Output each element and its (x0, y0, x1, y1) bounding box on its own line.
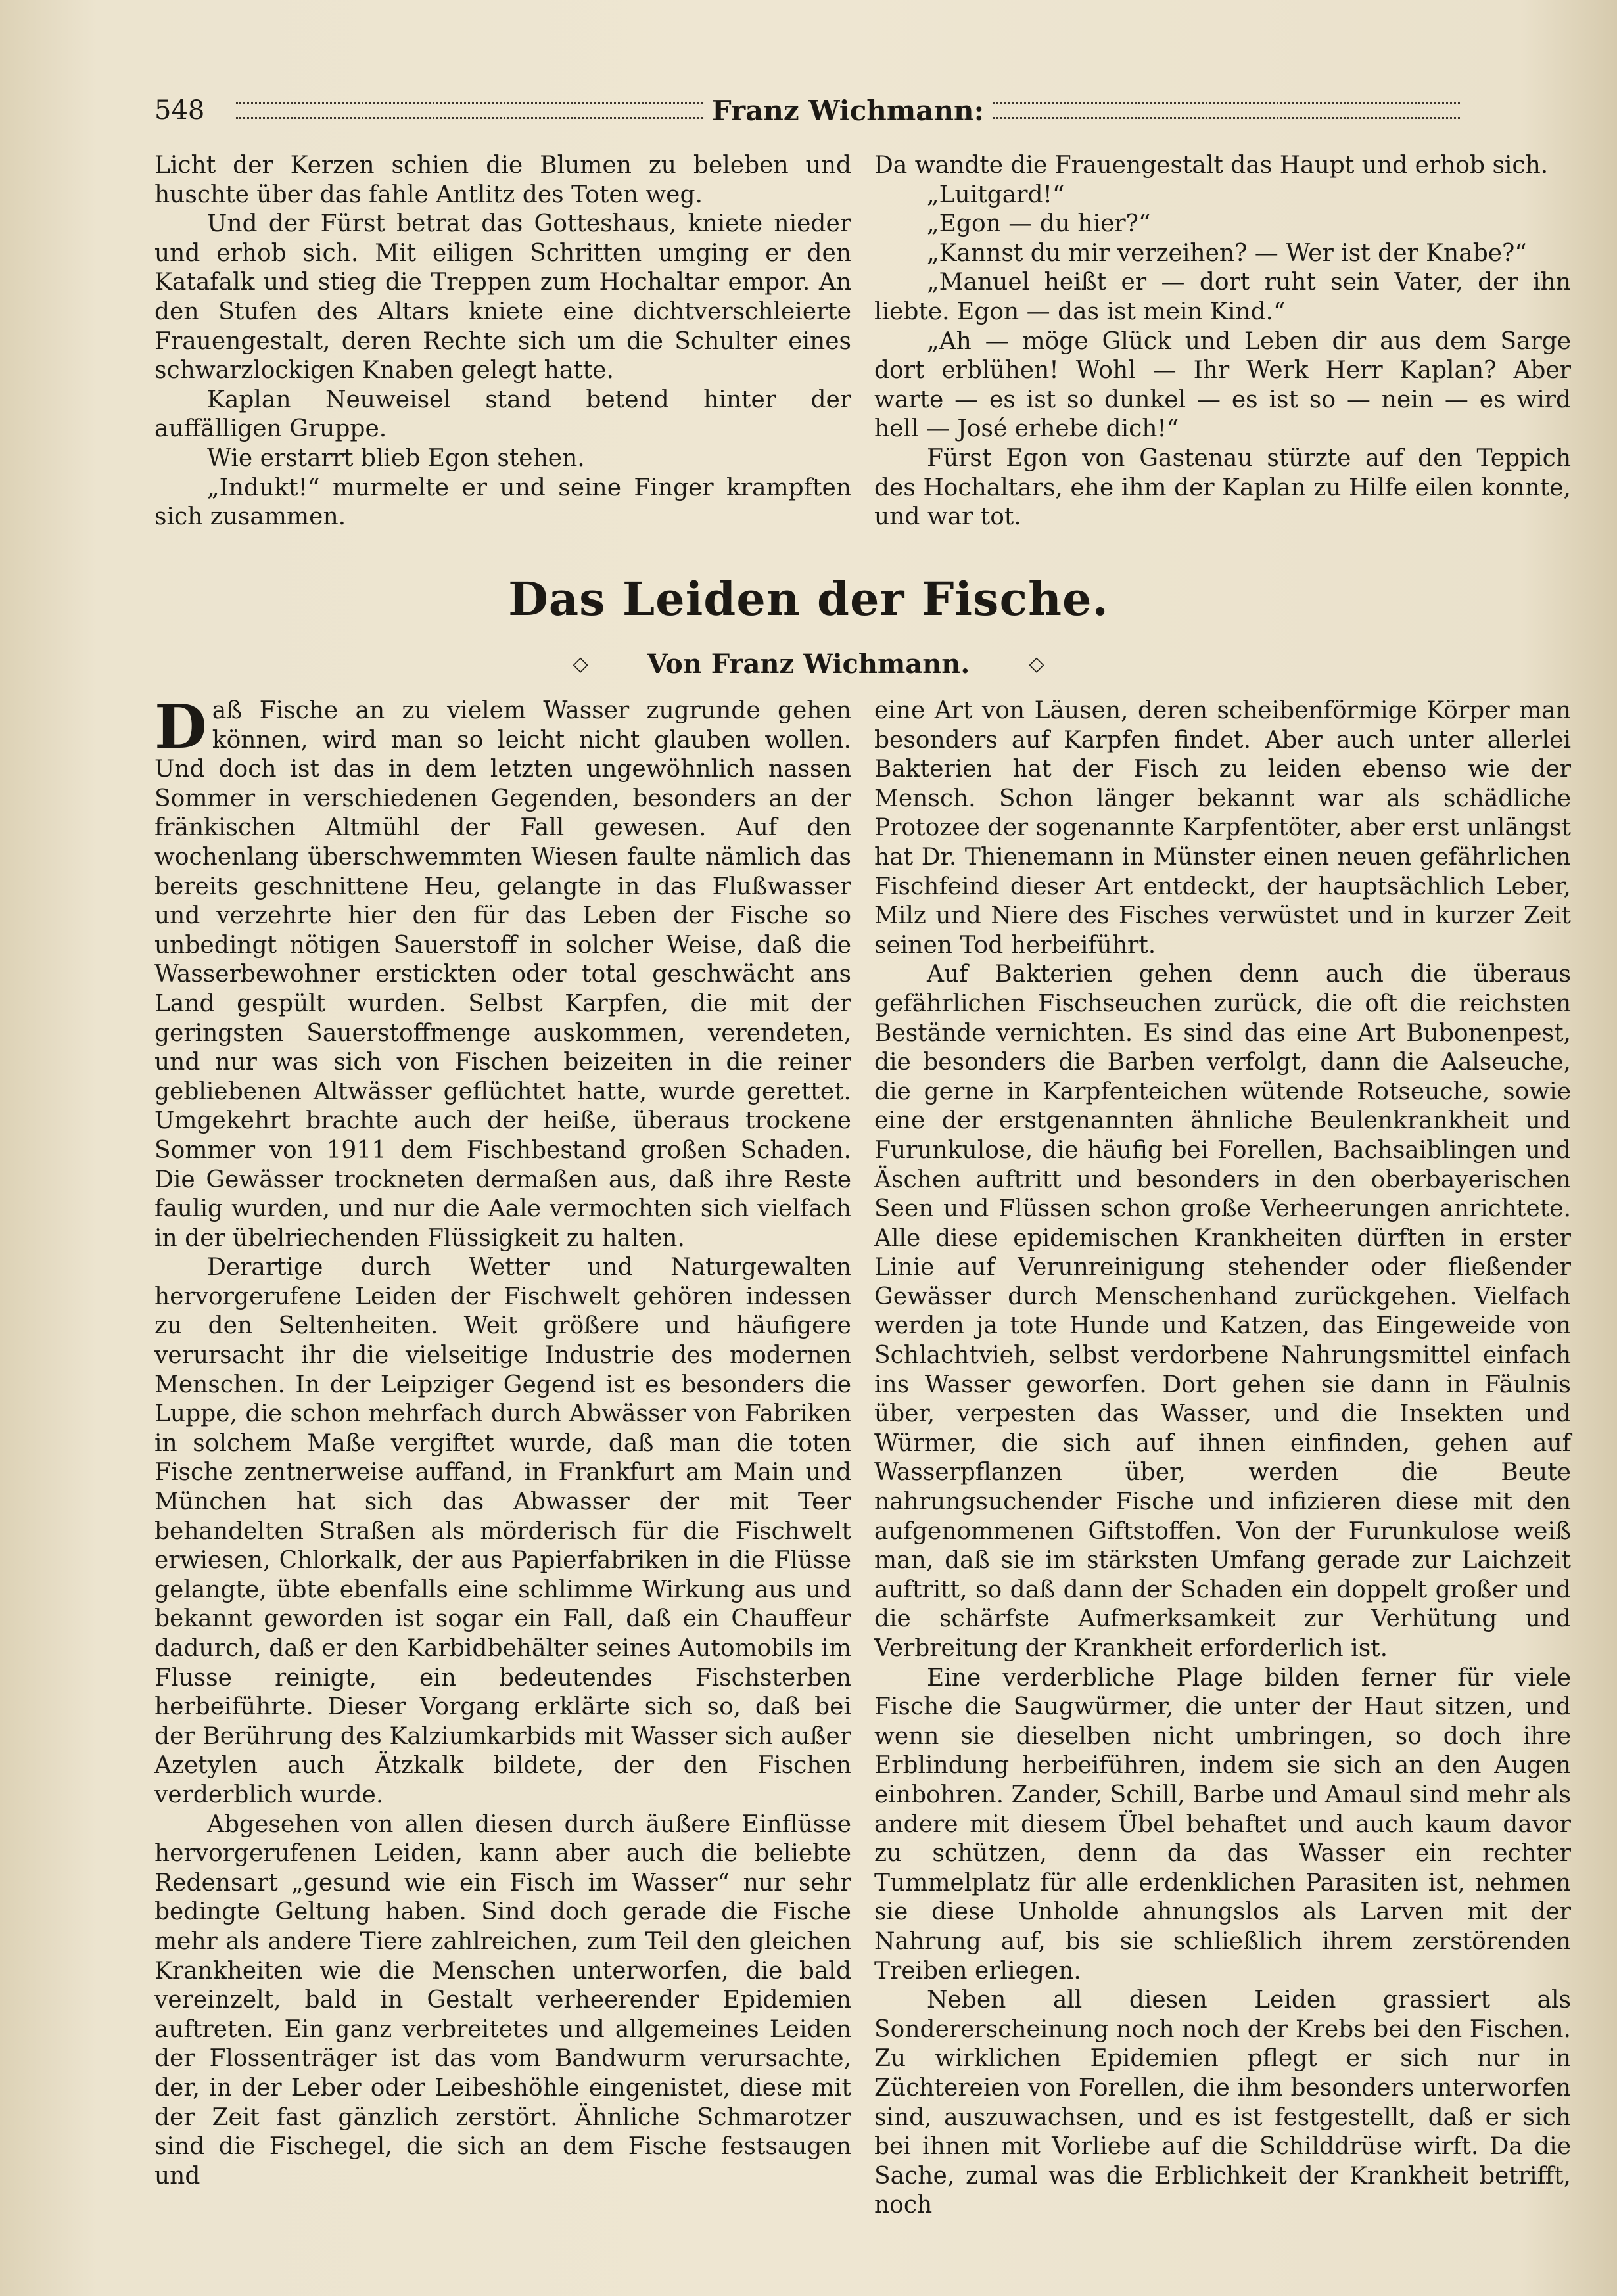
byline-row (0, 644, 1617, 683)
paragraph: Auf Bakterien gehen denn auch die überaus gefährlichen Fischseuchen zurück, die oft die reichsten Bestände vernichten. Es sind das eine Art Bubonenpest, die besonders die Barben verfolgt, dann die Aalseuche, die gerne in Karpfenteichen wütende Rotseuche, sowie eine der erstgenannten ähnliche Beulenkrankheit und Furunkulose, die häufig bei Forellen, Bachsaiblingen und Äschen auftritt und besonders in den oberbayerischen Seen und Flüssen schon große Verheerungen anrichtete. Alle diese epidemischen Krankheiten dürften in erster Linie auf Verunreinigung stehender oder fließender Gewässer durch Menschenhand zurückgehen. Vielfach werden ja tote Hunde und Katzen, das Eingeweide von Schlachtvieh, selbst verdorbene Nahrungsmittel einfach ins Wasser geworfen. Dort gehen sie dann in Fäulnis über, verpesten das Wasser, und die Insekten und Würmer, die sich auf ihnen einfinden, gehen auf Wasserpflanzen über, werden die Beute nahrungsuchender Fische und infizieren diese mit den aufgenommenen Giftstoffen. Von der Furunkulose weiß man, daß sie im stärksten Umfang gerade zur Laichzeit auftritt, so daß dann der Schaden ein doppelt großer und die schärfste Aufmerksamkeit zur Verhütung und Verbreitung der Krankheit erforderlich ist. (874, 961, 1571, 1662)
byline: Von Franz Wichmann. (647, 648, 970, 679)
paragraph: Fürst Egon von Gastenau stürzte auf den Teppich des Hochaltars, ehe ihm der Kaplan zu Hilfe eilen konnte, und war tot. (874, 444, 1571, 531)
page-number: 548 (154, 95, 205, 126)
running-head (154, 91, 1469, 130)
paragraph: Kaplan Neuweisel stand betend hinter der auffälligen Gruppe. (154, 386, 851, 443)
article-right-column (874, 697, 1571, 2220)
paragraph: „Indukt!“ murmelte er und seine Finger krampften sich zusammen. (154, 474, 851, 531)
paragraph (154, 691, 851, 1253)
paragraph: „Ah — möge Glück und Leben dir aus dem Sarge dort erblühen! Wohl — Ihr Werk Herr Kaplan? Aber warte — es ist so dunkel — es ist so — nein — es wird hell — José erhebe dich!“ (874, 327, 1571, 443)
header-ornament-left (236, 102, 703, 119)
paragraph: „Luitgard!“ (927, 181, 1065, 208)
diamond-ornament-icon: ◇ (573, 652, 588, 676)
paragraph: Licht der Kerzen schien die Blumen zu beleben und huschte über das fahle Antlitz des Toten weg. (154, 152, 851, 208)
paragraph: Eine verderbliche Plage bilden ferner für viele Fische die Saugwürmer, die unter der Haut sitzen, und wenn sie dieselben nicht umbringen, so doch ihre Erblindung herbeiführen, indem sie sich an den Augen einbohren. Zander, Schill, Barbe und Amaul sind mehr als andere mit diesem Übel behaftet und auch kaum davor zu schützen, denn da das Wasser ein rechter Tummelplatz für alle erdenklichen Parasiten ist, nehmen sie diese Unholde ahnungslos als Larven mit der Nahrung auf, bis sie schließlich ihrem zerstörenden Treiben erliegen. (874, 1664, 1571, 1985)
story-ending-right-column (874, 151, 1571, 532)
article-title: Das Leiden der Fische. (508, 572, 1109, 626)
header-ornament-right (993, 102, 1460, 119)
paragraph: Und der Fürst betrat das Gotteshaus, kniete nieder und erhob sich. Mit eiligen Schritten umging er den Katafalk und stieg die Treppen zum Hochaltar empor. An den Stufen des Altars kniete eine dichtverschleierte Frauengestalt, deren Rechte sich um die Schulter eines schwarzlockigen Knaben gelegt hatte. (154, 210, 851, 384)
paragraph: „Manuel heißt er — dort ruht sein Vater, der ihn liebte. Egon — das ist mein Kind.“ (874, 269, 1571, 325)
paragraph: Wie erstarrt blieb Egon stehen. (207, 444, 585, 472)
paragraph: Abgesehen von allen diesen durch äußere Einflüsse hervorgerufenen Leiden, kann aber auch die beliebte Redensart „gesund wie ein Fisch im Wasser“ nur sehr bedingte Geltung haben. Sind doch gerade die Fische mehr als andere Tiere zahlreichen, zum Teil den gleichen Krankheiten wie die Menschen unterworfen, die bald vereinzelt, bald in Gestalt verheerender Epidemien auftreten. Ein ganz verbreitetes und allgemeines Leiden der Flossenträger ist das vom Bandwurm verursachte, der, in der Leber oder Leibeshöhle eingenistet, diese mit der Zeit fast gänzlich zerstört. Ähnliche Schmarotzer sind die Fischegel, die sich an dem Fische festsaugen und (154, 1810, 851, 2190)
drop-cap: D (154, 691, 207, 762)
paragraph: „Kannst du mir verzeihen? — Wer ist der Knabe?“ (927, 239, 1527, 267)
diamond-ornament-icon: ◇ (1029, 652, 1044, 676)
paragraph: eine Art von Läusen, deren scheibenförmige Körper man besonders auf Karpfen findet. Aber auch unter allerlei Bakterien hat der Fisch zu leiden ebenso wie der Mensch. Schon länger bekannt war als schädliche Protozee der sogenannte Karpfentöter, aber erst unlängst hat Dr. Thienemann in Münster einen neuen gefährlichen Fischfeind dieser Art entdeckt, der hauptsächlich Leber, Milz und Niere des Fisches verwüstet und in kurzer Zeit seinen Tod herbeiführt. (874, 697, 1571, 959)
paragraph-text: aß Fische an zu vielem Wasser zugrunde gehen können, wird man so leicht nicht glauben wollen. Und doch ist das in dem letzten ungewöhnlich nassen Sommer in verschiedenen Gegenden, besonders an der fränkischen Altmühl der Fall gewesen. Auf den wochenlang überschwemmten Wiesen faulte nämlich das bereits geschnittene Heu, gelangte in das Flußwasser und verzehrte hier den für das Leben der Fische so unbedingt nötigen Sauerstoff in solcher Weise, daß die Wasserbewohner erstickten oder total geschwächt ans Land gespült wurden. Selbst Karpfen, die mit der geringsten Sauerstoffmenge auskommen, verendeten, und nur was sich von Fischen beizeiten in die reiner gebliebenen Altwässer geflüchtet hatte, wurde gerettet. Umgekehrt brachte auch der heiße, überaus trockene Sommer von 1911 dem Fischbestand großen Schaden. Die Gewässer trockneten dermaßen aus, daß ihre Reste faulig wurden, und nur die Aale vermochten sich vielfach in der übelriechenden Flüssigkeit zu halten. (154, 697, 851, 1252)
paragraph: Derartige durch Wetter und Naturgewalten hervorgerufene Leiden der Fischwelt gehören indessen zu den Seltenheiten. Weit größere und häufigere verursacht ihr die vielseitige Industrie des modernen Menschen. In der Leipziger Gegend ist es besonders die Luppe, die schon mehrfach durch Abwässer von Fabriken in solchem Maße vergiftet wurde, daß man die toten Fische zentnerweise auffand, in Frankfurt am Main und München hat sich das Abwasser der mit Teer behandelten Straßen als mörderisch für die Fischwelt erwiesen, Chlorkalk, der aus Papierfabriken in die Flüsse gelangte, übte ebenfalls eine schlimme Wirkung aus und bekannt geworden ist sogar ein Fall, daß ein Chauffeur dadurch, daß er den Karbidbehälter seines Automobils im Flusse reinigte, ein bedeutendes Fischsterben herbeiführte. Dieser Vorgang erklärte sich so, daß bei der Berührung des Kalziumkarbids mit Wasser sich außer Azetylen auch Ätzkalk bildete, der den Fischen verderblich wurde. (154, 1254, 851, 1808)
running-author: Franz Wichmann: (711, 94, 985, 127)
story-ending-left-column (154, 151, 851, 532)
paragraph: „Egon — du hier?“ (927, 210, 1151, 238)
paragraph: Da wandte die Frauengestalt das Haupt und erhob sich. (874, 152, 1549, 179)
article-left-column (154, 691, 851, 2191)
paragraph: Neben all diesen Leiden grassiert als Sondererscheinung noch noch der Krebs bei den Fischen. Zu wirklichen Epidemien pflegt er sich nur in Züchtereien von Forellen, die ihm besonders unterworfen sind, auszuwachsen, und es ist festgestellt, daß er sich bei ihnen mit Vorliebe auf die Schilddrüse wirft. Da die Sache, zumal was die Erblichkeit der Krankheit betrifft, noch (874, 1986, 1571, 2219)
